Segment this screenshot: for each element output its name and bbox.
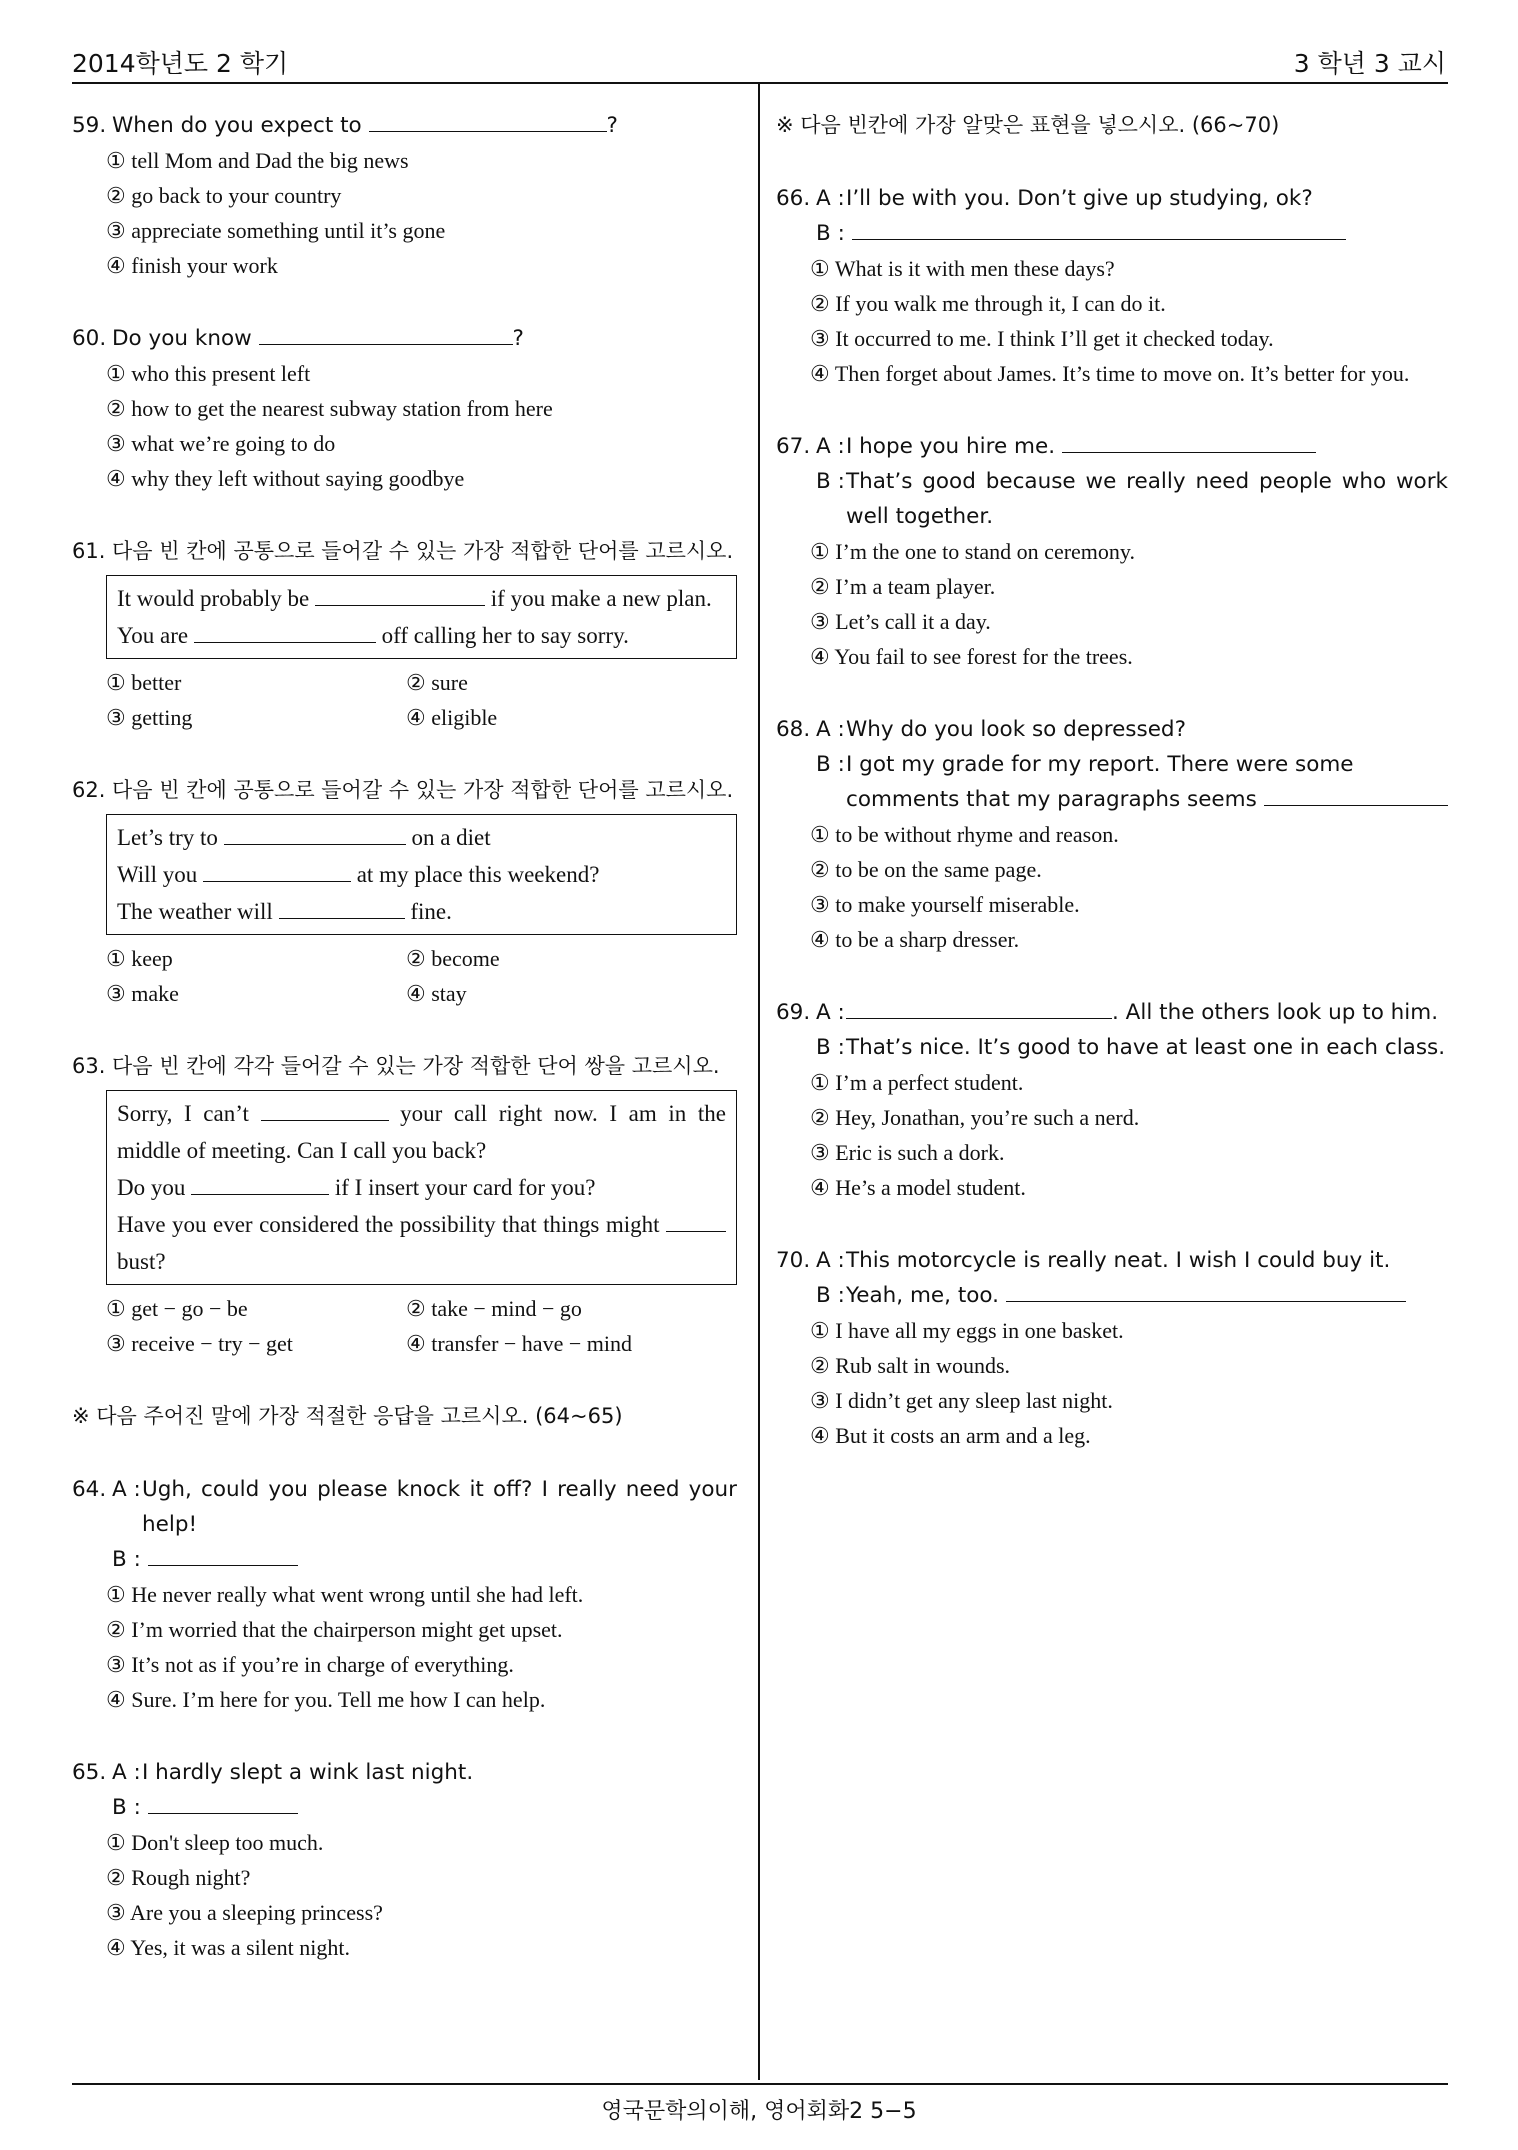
speaker-a-text: Why do you look so depressed?: [846, 717, 1186, 742]
option-2[interactable]: ② how to get the nearest subway station from here: [106, 396, 553, 421]
question-68: [776, 712, 1448, 957]
option-4[interactable]: ④ Sure. I’m here for you. Tell me how I can help.: [106, 1687, 546, 1712]
options-grid: [72, 665, 737, 735]
question-number: 67.: [776, 434, 811, 459]
question-number: 69.: [776, 1000, 811, 1025]
speaker-b-text: Yeah, me, too.: [846, 1283, 1000, 1308]
question-60: [72, 321, 737, 496]
option-2[interactable]: ② sure: [406, 670, 468, 695]
option-2[interactable]: ② Rough night?: [106, 1865, 251, 1890]
option-4[interactable]: ④ finish your work: [106, 253, 278, 278]
question-number: 62.: [72, 778, 106, 802]
option-1[interactable]: ① keep: [106, 946, 173, 971]
question-61-stem: [72, 534, 737, 569]
speaker-a-label: A :: [112, 1477, 141, 1502]
question-63: [72, 1049, 737, 1361]
speaker-a-label: A :: [816, 186, 845, 211]
option-4[interactable]: ④ eligible: [406, 705, 498, 730]
box-text: bust?: [117, 1249, 166, 1274]
option-1[interactable]: ① He never really what went wrong until she had left.: [106, 1582, 584, 1607]
speaker-a-label: A :: [112, 1760, 141, 1785]
speaker-b-label: B :: [816, 469, 845, 494]
box-text: if I insert your card for you?: [334, 1175, 596, 1200]
question-number: 59.: [72, 113, 107, 138]
question-64-line-a: [72, 1472, 737, 1542]
question-67: [776, 429, 1448, 674]
answer-blank: [852, 217, 1346, 240]
question-62: [72, 773, 737, 1011]
question-60-stem: [72, 321, 737, 356]
speaker-a-text: I hope you hire me.: [846, 434, 1056, 459]
question-70-line-a: [776, 1243, 1448, 1278]
sentence-box: [106, 1090, 737, 1285]
box-text: at my place this weekend?: [356, 862, 600, 887]
question-instruction: 다음 빈 칸에 공통으로 들어갈 수 있는 가장 적합한 단어를 고르시오.: [112, 539, 734, 563]
option-1[interactable]: ① I have all my eggs in one basket.: [810, 1318, 1124, 1343]
option-2[interactable]: ② I’m a team player.: [810, 574, 996, 599]
speaker-a-text: This motorcycle is really neat. I wish I could buy it.: [846, 1248, 1391, 1273]
option-1[interactable]: ① I’m a perfect student.: [810, 1070, 1024, 1095]
answer-blank: [194, 620, 376, 643]
speaker-b-label: B :: [816, 1283, 845, 1308]
page-footer: 영국문학의이해, 영어회화2 5−5: [601, 2099, 917, 2124]
indent-spacer: [776, 464, 816, 534]
option-1[interactable]: ① get − go − be: [106, 1296, 248, 1321]
header-right: 3 학년 3 교시: [1293, 49, 1446, 78]
question-instruction: 다음 빈 칸에 각각 들어갈 수 있는 가장 적합한 단어 쌍을 고르시오.: [112, 1054, 720, 1078]
option-1[interactable]: ① who this present left: [106, 361, 311, 386]
box-text: off calling her to say sorry.: [381, 623, 629, 648]
answer-blank: [1006, 1279, 1406, 1302]
option-3[interactable]: ③ Are you a sleeping princess?: [106, 1900, 383, 1925]
option-2[interactable]: ② Hey, Jonathan, you’re such a nerd.: [810, 1105, 1140, 1130]
question-66-line-b: [776, 216, 1448, 251]
question-text: When do you expect to: [112, 113, 362, 138]
option-4[interactable]: ④ Yes, it was a silent night.: [106, 1935, 351, 1960]
option-2[interactable]: ② I’m worried that the chairperson might get upset.: [106, 1617, 563, 1642]
question-65-line-b: [72, 1790, 737, 1825]
question-text-end: ?: [606, 113, 618, 138]
question-number: 64.: [72, 1477, 107, 1502]
box-text: Have you ever considered the possibility that things might: [117, 1212, 660, 1237]
question-64-line-b: [72, 1542, 737, 1577]
option-3[interactable]: ③ It’s not as if you’re in charge of everything.: [106, 1652, 514, 1677]
indent-spacer: [776, 747, 816, 817]
speaker-b-label: B :: [816, 1035, 845, 1060]
option-3[interactable]: ③ appreciate something until it’s gone: [106, 218, 446, 243]
speaker-a-text: . All the others look up to him.: [1112, 1000, 1439, 1025]
option-1[interactable]: ① to be without rhyme and reason.: [810, 822, 1119, 847]
box-text: It would probably be: [117, 586, 310, 611]
question-number: 60.: [72, 326, 107, 351]
speaker-a-text-wrap: [846, 429, 1448, 464]
option-1[interactable]: ① Don't sleep too much.: [106, 1830, 324, 1855]
question-number: 66.: [776, 186, 811, 211]
options-grid: [72, 941, 737, 1011]
speaker-a-text: I’ll be with you. Don’t give up studying, ok?: [846, 186, 1313, 211]
box-text: if you make a new plan.: [490, 586, 712, 611]
option-2[interactable]: ② to be on the same page.: [810, 857, 1042, 882]
option-3[interactable]: ③ make: [106, 981, 179, 1006]
box-text: Will you: [117, 862, 198, 887]
column-divider: [758, 84, 760, 2080]
question-number: 63.: [72, 1054, 106, 1078]
answer-blank: [315, 583, 485, 606]
answer-blank: [148, 1791, 298, 1814]
section-instruction-66-70: ※ 다음 빈칸에 가장 알맞은 표현을 넣으시오. (66~70): [776, 113, 1280, 137]
option-4[interactable]: ④ stay: [406, 981, 467, 1006]
speaker-b-text-wrap: [846, 1278, 1448, 1313]
question-62-stem: [72, 773, 737, 808]
answer-blank: [369, 109, 607, 132]
question-69-line-b: [776, 1030, 1448, 1065]
option-3[interactable]: ③ what we’re going to do: [106, 431, 336, 456]
speaker-b-label: B :: [112, 1547, 141, 1572]
option-3[interactable]: ③ to make yourself miserable.: [810, 892, 1080, 917]
answer-blank: [846, 996, 1112, 1019]
top-rule: [72, 82, 1448, 84]
answer-blank: [148, 1543, 298, 1566]
box-text: The weather will: [117, 899, 273, 924]
box-text: You are: [117, 623, 189, 648]
box-text: Let’s try to: [117, 825, 218, 850]
option-4[interactable]: ④ But it costs an arm and a leg.: [810, 1423, 1091, 1448]
answer-blank: [224, 822, 406, 845]
option-1[interactable]: ① tell Mom and Dad the big news: [106, 148, 409, 173]
speaker-b-text: That’s good because we really need people who work well together.: [846, 469, 1448, 529]
speaker-b-label: B :: [816, 221, 845, 246]
option-2[interactable]: ② If you walk me through it, I can do it.: [810, 291, 1166, 316]
answer-blank: [1264, 783, 1448, 806]
box-text: your call right now. I am in the middle of meeting. Can I call you back?: [117, 1101, 727, 1163]
question-59: [72, 108, 737, 283]
option-3[interactable]: ③ getting: [106, 705, 193, 730]
question-text: Do you know: [112, 326, 252, 351]
header-left: 2014학년도 2 학기: [72, 49, 289, 78]
question-59-stem: [72, 108, 737, 143]
speaker-b-text: That’s nice. It’s good to have at least one in each class.: [846, 1035, 1446, 1060]
option-3[interactable]: ③ Let’s call it a day.: [810, 609, 991, 634]
speaker-b-text-wrap: [846, 747, 1448, 817]
question-instruction: 다음 빈 칸에 공통으로 들어갈 수 있는 가장 적합한 단어를 고르시오.: [112, 778, 734, 802]
speaker-b-label: B :: [112, 1795, 141, 1820]
box-text: Sorry, I can’t: [117, 1101, 249, 1126]
question-69-line-a: [776, 995, 1448, 1030]
speaker-a-text: I hardly slept a wink last night.: [142, 1760, 474, 1785]
option-4[interactable]: ④ why they left without saying goodbye: [106, 466, 465, 491]
speaker-a-text-wrap: [846, 995, 1448, 1030]
option-1[interactable]: ① I’m the one to stand on ceremony.: [810, 539, 1135, 564]
question-number: 65.: [72, 1760, 107, 1785]
question-69: [776, 995, 1448, 1205]
option-2[interactable]: ② go back to your country: [106, 183, 342, 208]
question-67-line-a: [776, 429, 1448, 464]
option-3[interactable]: ③ Eric is such a dork.: [810, 1140, 1005, 1165]
answer-blank: [259, 322, 513, 345]
answer-blank: [191, 1172, 329, 1195]
question-68-line-a: [776, 712, 1448, 747]
option-4[interactable]: ④ He’s a model student.: [810, 1175, 1026, 1200]
question-number: 61.: [72, 539, 106, 563]
option-3[interactable]: ③ It occurred to me. I think I’ll get it checked today.: [810, 326, 1274, 351]
speaker-b-text: I got my grade for my report. There were some comments that my paragraphs seems: [846, 752, 1354, 812]
answer-blank: [279, 896, 405, 919]
question-number: 70.: [776, 1248, 811, 1273]
option-4[interactable]: ④ You fail to see forest for the trees.: [810, 644, 1133, 669]
speaker-a-label: A :: [816, 1248, 845, 1273]
option-3[interactable]: ③ I didn’t get any sleep last night.: [810, 1388, 1113, 1413]
sentence-box: [106, 814, 737, 935]
box-text: fine.: [410, 899, 452, 924]
bottom-rule: [72, 2083, 1448, 2085]
indent-spacer: [776, 1030, 816, 1065]
question-number: 68.: [776, 717, 811, 742]
question-65-line-a: [72, 1755, 737, 1790]
answer-blank: [203, 859, 351, 882]
left-column: [72, 108, 737, 2003]
option-4[interactable]: ④ transfer − have − mind: [406, 1331, 632, 1356]
question-70-line-b: [776, 1278, 1448, 1313]
option-4[interactable]: ④ Then forget about James. It’s time to move on. It’s better for you.: [810, 361, 1410, 386]
answer-blank: [261, 1098, 389, 1121]
question-68-line-b: [776, 747, 1448, 817]
question-66: [776, 181, 1448, 391]
speaker-a-label: A :: [816, 1000, 845, 1025]
question-61: [72, 534, 737, 735]
answer-blank: [666, 1209, 726, 1232]
question-63-stem: [72, 1049, 737, 1084]
options-grid: [72, 1291, 737, 1361]
indent-spacer: [776, 1278, 816, 1313]
option-1[interactable]: ① better: [106, 670, 182, 695]
question-text-end: ?: [512, 326, 524, 351]
box-text: Do you: [117, 1175, 186, 1200]
speaker-b-label: B :: [816, 752, 845, 777]
question-67-line-b: [776, 464, 1448, 534]
speaker-a-text: Ugh, could you please knock it off? I really need your help!: [142, 1477, 737, 1537]
option-2[interactable]: ② become: [406, 946, 500, 971]
speaker-a-label: A :: [816, 434, 845, 459]
option-1[interactable]: ① What is it with men these days?: [810, 256, 1115, 281]
option-4[interactable]: ④ to be a sharp dresser.: [810, 927, 1020, 952]
option-2[interactable]: ② Rub salt in wounds.: [810, 1353, 1011, 1378]
right-column: [776, 108, 1448, 1491]
sentence-box: [106, 575, 737, 659]
answer-blank: [1062, 430, 1316, 453]
option-2[interactable]: ② take − mind − go: [406, 1296, 582, 1321]
question-70: [776, 1243, 1448, 1453]
option-3[interactable]: ③ receive − try − get: [106, 1331, 293, 1356]
box-text: on a diet: [411, 825, 491, 850]
question-65: [72, 1755, 737, 1965]
speaker-a-label: A :: [816, 717, 845, 742]
question-64: [72, 1472, 737, 1717]
question-66-line-a: [776, 181, 1448, 216]
section-instruction-64-65: ※ 다음 주어진 말에 가장 적절한 응답을 고르시오. (64~65): [72, 1404, 623, 1428]
